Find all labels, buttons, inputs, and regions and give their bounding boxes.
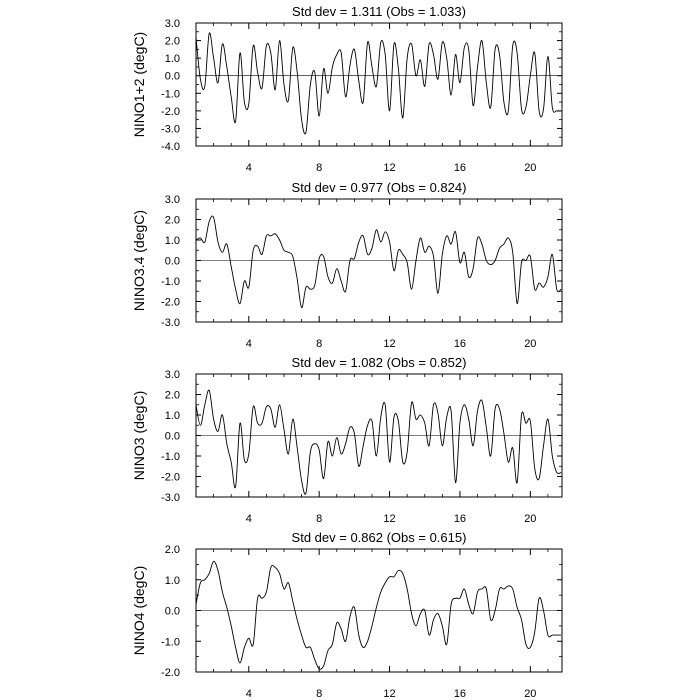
y-tick-label: -1.0: [161, 88, 180, 101]
y-tick-label: 2.0: [164, 544, 180, 556]
y-tick-label: -3.0: [161, 492, 180, 504]
y-tick-label: 2.0: [164, 389, 180, 402]
y-tick-label: 3.0: [164, 18, 180, 30]
x-tick-label: 12: [383, 162, 396, 174]
y-axis-label: NINO1+2 (degC): [131, 31, 147, 138]
y-tick-label: -2.0: [161, 105, 180, 118]
x-tick-label: 8: [316, 513, 323, 525]
y-tick-label: -2.0: [161, 667, 180, 679]
y-tick-label: 0.0: [164, 605, 180, 618]
x-tick-label: 4: [245, 513, 252, 525]
panel-title: Std dev = 1.311 (Obs = 1.033): [292, 4, 466, 19]
chart-panel-4: [131, 530, 562, 700]
panel-title: Std dev = 0.977 (Obs = 0.824): [291, 180, 467, 195]
x-tick-label: 8: [316, 338, 323, 350]
x-tick-label: 16: [453, 513, 467, 525]
x-tick-label: 12: [383, 338, 396, 350]
x-tick-label: 20: [524, 688, 537, 700]
y-axis-label: NINO3 (degC): [131, 390, 147, 481]
series-line: [196, 390, 561, 494]
y-tick-label: 0.0: [164, 255, 180, 268]
x-tick-label: 20: [524, 513, 537, 525]
x-tick-label: 16: [453, 688, 467, 700]
x-tick-label: 8: [316, 688, 323, 700]
y-tick-label: -3.0: [161, 317, 180, 329]
y-tick-label: -1.0: [161, 451, 180, 463]
y-tick-label: 0.0: [164, 430, 180, 443]
plot-frame: [196, 23, 562, 146]
y-tick-label: -4.0: [161, 141, 180, 153]
y-tick-label: -3.0: [161, 123, 180, 136]
series-line: [196, 561, 561, 669]
y-tick-label: 1.0: [164, 410, 180, 422]
y-tick-label: -1.0: [161, 636, 180, 649]
y-tick-label: -1.0: [161, 276, 180, 288]
y-tick-label: 2.0: [164, 35, 180, 48]
series-line: [196, 33, 561, 134]
y-tick-label: 3.0: [164, 369, 180, 381]
y-tick-label: 1.0: [164, 574, 180, 587]
y-tick-label: 2.0: [164, 214, 180, 227]
x-tick-label: 16: [453, 338, 467, 350]
chart-panel-1: [131, 4, 562, 174]
y-tick-label: -2.0: [161, 471, 180, 484]
series-line: [196, 216, 561, 308]
y-tick-label: 1.0: [164, 53, 180, 66]
x-tick-label: 12: [383, 513, 396, 525]
x-tick-label: 12: [383, 688, 396, 700]
x-tick-label: 4: [245, 688, 252, 700]
y-tick-label: -2.0: [161, 296, 180, 309]
x-tick-label: 20: [524, 162, 537, 174]
y-axis-label: NINO3.4 (degC): [131, 209, 147, 312]
y-tick-label: 3.0: [164, 194, 180, 206]
chart-panel-3: [131, 355, 562, 525]
panel-title: Std dev = 1.082 (Obs = 0.852): [291, 355, 467, 370]
y-axis-label: NINO4 (degC): [131, 565, 147, 656]
x-tick-label: 8: [316, 162, 323, 174]
x-tick-label: 16: [453, 162, 467, 174]
x-tick-label: 4: [245, 338, 252, 350]
chart-panel-2: [131, 180, 562, 350]
panel-title: Std dev = 0.862 (Obs = 0.615): [291, 530, 467, 545]
x-tick-label: 20: [524, 338, 537, 350]
y-tick-label: 1.0: [164, 235, 180, 247]
x-tick-label: 4: [245, 162, 252, 174]
y-tick-label: 0.0: [164, 70, 180, 83]
